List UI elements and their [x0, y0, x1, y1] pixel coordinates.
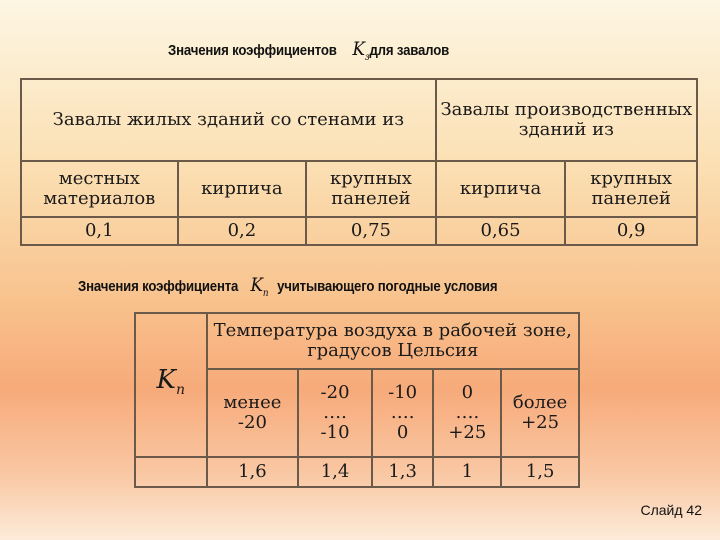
coefficient-value: 1,3 [372, 457, 434, 487]
heading-text-tail: учитывающего погодные условия [277, 278, 498, 295]
heading-text: Значения коэффициента [78, 278, 239, 295]
column-header: кирпича [178, 161, 307, 217]
column-header: крупных панелей [565, 161, 697, 217]
symbol-kz: $K_з$ [352, 38, 370, 63]
coefficient-value: 1,4 [298, 457, 372, 487]
heading-text: Значения коэффициентов [168, 42, 337, 59]
empty-cell [135, 457, 207, 487]
weather-coefficient-table [134, 312, 580, 488]
column-header: кирпича [436, 161, 566, 217]
symbol-kp: $K_п$ [250, 274, 269, 299]
temperature-range: более +25 [501, 369, 579, 457]
heading-coefficient-kz [168, 38, 449, 63]
coefficient-value: 1,6 [207, 457, 299, 487]
temperature-range: 0 …. +25 [433, 369, 501, 457]
heading-text-tail: для завалов [369, 42, 450, 59]
temperature-range: -20 …. -10 [298, 369, 372, 457]
symbol-kp-cell: $K_п$ [135, 313, 207, 457]
coefficient-value: 0,9 [565, 217, 697, 245]
temperature-header: Температура воздуха в рабочей зоне, градусов Цельсия [207, 313, 579, 369]
header-residential-buildings: Завалы жилых зданий со стенами из [21, 79, 436, 161]
coefficient-value: 0,1 [21, 217, 178, 245]
coefficient-value: 1,5 [501, 457, 579, 487]
coefficient-value: 0,2 [178, 217, 307, 245]
coefficient-value: 1 [433, 457, 501, 487]
coefficient-value: 0,75 [306, 217, 436, 245]
heading-coefficient-kp [78, 274, 497, 299]
slide-number: Слайд 42 [640, 502, 702, 518]
column-header: местных материалов [21, 161, 178, 217]
column-header: крупных панелей [306, 161, 436, 217]
coefficient-value: 0,65 [436, 217, 566, 245]
temperature-range: менее -20 [207, 369, 299, 457]
header-industrial-buildings: Завалы производственных зданий из [436, 79, 697, 161]
temperature-range: -10 …. 0 [372, 369, 434, 457]
rubble-coefficient-table [20, 78, 698, 246]
